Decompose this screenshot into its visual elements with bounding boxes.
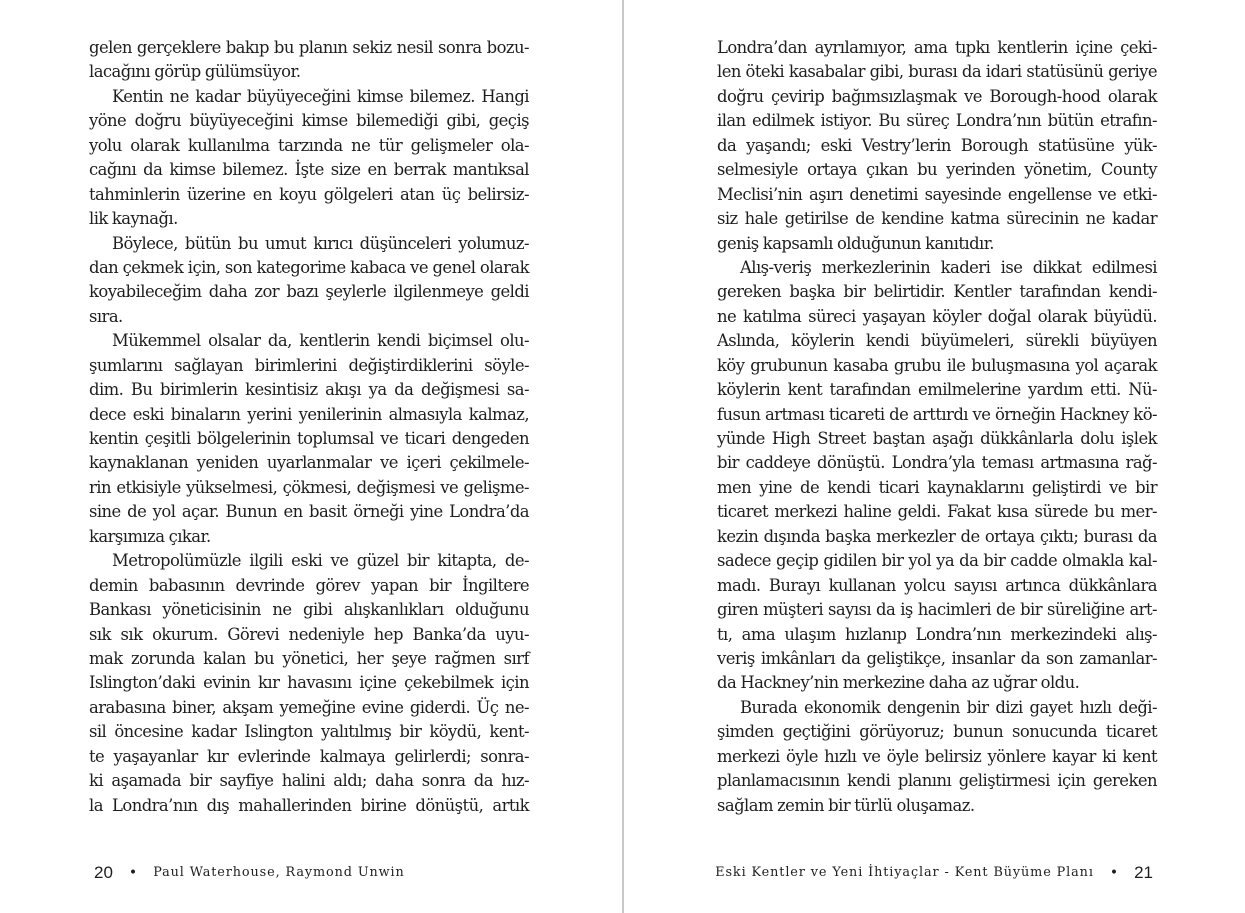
text-line: Bankası yöneticisinin ne gibi alışkanlıkları olduğunu [89,600,529,620]
text-line: Islington’daki evinin kır havasını içine çekebilmek için [89,673,529,693]
text-line: ticaret merkezi haline geldi. Fakat kısa sürede bu mer- [717,502,1157,522]
running-head-title: Eski Kentler ve Yeni İhtiyaçlar - Kent Büyüme Planı [715,865,1094,880]
text-line: len öteki kasabalar gibi, burası da idari statüsünü geriye [717,62,1157,82]
text-line: arabasına biner, akşam yemeğine evine giderdi. Üç ne- [89,697,529,717]
text-line: köy grubunun kasaba grubu ile buluşmasına yol açarak [717,355,1157,375]
text-line: sadece geçip gidilen bir yol ya da bir cadde olmakla kal- [717,551,1157,571]
text-line: da Hackney’nin merkezine daha az uğrar oldu. [717,673,1080,693]
text-line: Londra’dan ayrılamıyor, ama tıpkı kentlerin içine çeki- [717,38,1157,57]
text-line: kentin çeşitli bölgelerinin toplumsal ve ticari dengeden [89,429,529,448]
bullet-separator-icon: • [1109,865,1119,881]
running-head-author: Paul Waterhouse, Raymond Unwin [153,865,405,880]
text-line: karşımıza çıkar. [89,526,211,546]
text-line: sine de yol açar. Bunun en basit örneği yine Londra’da [89,502,529,522]
page-gutter-divider [622,0,624,913]
text-line: dim. Bu birimlerin kesintisiz akışı ya da değişmesi sa- [89,380,529,400]
text-line: rin etkisiyle yükselmesi, çökmesi, değişmesi ve gelişme- [89,477,529,497]
text-line: koyabileceğim daha zor bazı şeylerle ilgilenmeye geldi [89,282,529,302]
text-line: Mükemmel olsalar da, kentlerin kendi biçimsel olu- [112,331,529,351]
text-line: tahminlerin üzerine en koyu gölgeleri atan üç belirsiz- [89,184,529,204]
text-line: lik kaynağı. [89,209,178,229]
text-line: Kentin ne kadar büyüyeceğini kimse bilemez. Hangi [112,86,529,106]
text-line: te yaşayanlar kır evlerinde kalmaya gelirlerdi; sonra- [89,746,529,766]
page-number: 21 [1134,863,1153,882]
text-line: şumlarını sağlayan birimlerini değiştirdiklerini söyle- [89,355,529,375]
text-line: sık sık okurum. Görevi nedeniyle hep Banka’da uyu- [89,624,529,644]
text-line: la Londra’nın dış mahallerinden birine dönüştü, artık [89,795,529,815]
text-line: Burada ekonomik dengenin bir dizi gayet hızlı deği- [740,697,1157,717]
text-line: lacağını görüp gülümsüyor. [89,62,301,82]
text-line: yünde High Street baştan aşağı dükkânlarla dolu işlek [717,429,1157,448]
text-line: merkezi öyle hızlı ve öyle belirsiz yönlere kayar ki kent [717,746,1157,766]
text-line: sil öncesine kadar Islington yalıtılmış bir köydü, kent- [89,722,529,742]
text-line: dan çekmek için, son kategorime kabaca ve genel olarak [89,257,529,277]
text-line: dece eski binaların yerini yenilerinin almasıyla kalmaz, [89,404,529,424]
left-page-footer [94,860,405,886]
bullet-separator-icon: • [128,865,138,881]
text-line: madı. Burayı kullanan yolcu sayısı artınca dükkânlara [717,575,1157,595]
text-line: siz hale getirilse de kendine katma sürecinin ne kadar [717,209,1157,229]
text-line: bir caddeye dönüştü. Londra’yla teması artmasına rağ- [717,453,1157,473]
text-line: sıra. [89,306,123,326]
text-line: giren müşteri sayısı da iş hacimleri de bir süreliğine art- [717,600,1157,620]
text-line: ne katılma süreci yaşayan köyler doğal olarak büyüdü. [717,306,1157,326]
left-page-body [89,36,529,818]
text-line: gereken başka bir belirtidir. Kentler tarafından kendi- [717,282,1157,302]
text-line: Alış-veriş merkezlerinin kaderi ise dikkat edilmesi [740,257,1157,277]
text-line: men yine de kendi ticari kaynaklarını geliştirdi ve bir [717,477,1157,497]
text-line: mak zorunda kalan bu yönetici, her şeye rağmen sırf [89,648,529,668]
text-line: tı, ama ulaşım hızlanıp Londra’nın merkezindeki alış- [717,624,1157,644]
text-line: veriş imkânları da geliştikçe, insanlar da son zamanlar- [717,648,1157,668]
text-line: kaynaklanan yeniden uyarlanmalar ve içeri çekilmele- [89,453,529,473]
text-line: gelen gerçeklere bakıp bu planın sekiz nesil sonra bozu- [89,38,529,57]
text-line: cağını da kimse bilemez. İşte size en berrak mantıksal [89,160,529,180]
text-line: köylerin kent tarafından emilmelerine yardım etti. Nü- [717,380,1157,400]
text-line: Metropolümüzle ilgili eski ve güzel bir kitapta, de- [112,551,529,571]
right-page-footer [715,860,1153,886]
text-line: demin babasının devrinde görev yapan bir İngiltere [89,575,529,595]
text-line: geniş kapsamlı olduğunun kanıtıdır. [717,233,994,253]
text-line: Aslında, köylerin kendi büyümeleri, sürekli büyüyen [717,331,1157,351]
text-line: ilan edilmek istiyor. Bu süreç Londra’nın bütün etrafın- [717,111,1157,131]
text-line: sağlam zemin bir türlü oluşamaz. [717,795,975,815]
text-line: doğru çevirip bağımsızlaşmak ve Borough-hood olarak [717,86,1157,106]
text-line: şimden geçtiğini görüyoruz; bunun sonucunda ticaret [717,722,1157,742]
text-line: planlamacısının kendi planını geliştirmesi için gereken [717,771,1157,791]
text-line: kezin dışında başka merkezler de ortaya çıktı; burası da [717,526,1157,546]
text-line: Böylece, bütün bu umut kırıcı düşünceleri yolumuz- [112,233,529,253]
right-page-body [717,36,1157,818]
text-line: ki aşamada bir sayfiye halini aldı; daha sonra da hız- [89,771,529,791]
page-number: 20 [94,863,113,882]
text-line: selmesiyle ortaya çıkan bu yerinden yönetim, County [717,160,1157,180]
text-line: da yaşandı; eski Vestry’lerin Borough statüsüne yük- [717,135,1157,155]
text-line: fusun artması ticareti de arttırdı ve örneğin Hackney kö- [717,404,1157,424]
text-line: yöne doğru büyüyeceğini kimse bilemediği gibi, geçiş [89,111,529,131]
text-line: Meclisi’nin aşırı denetimi sayesinde engellense ve etki- [717,184,1157,204]
text-line: yolu olarak kullanılma tarzında ne tür gelişmeler ola- [89,135,529,155]
